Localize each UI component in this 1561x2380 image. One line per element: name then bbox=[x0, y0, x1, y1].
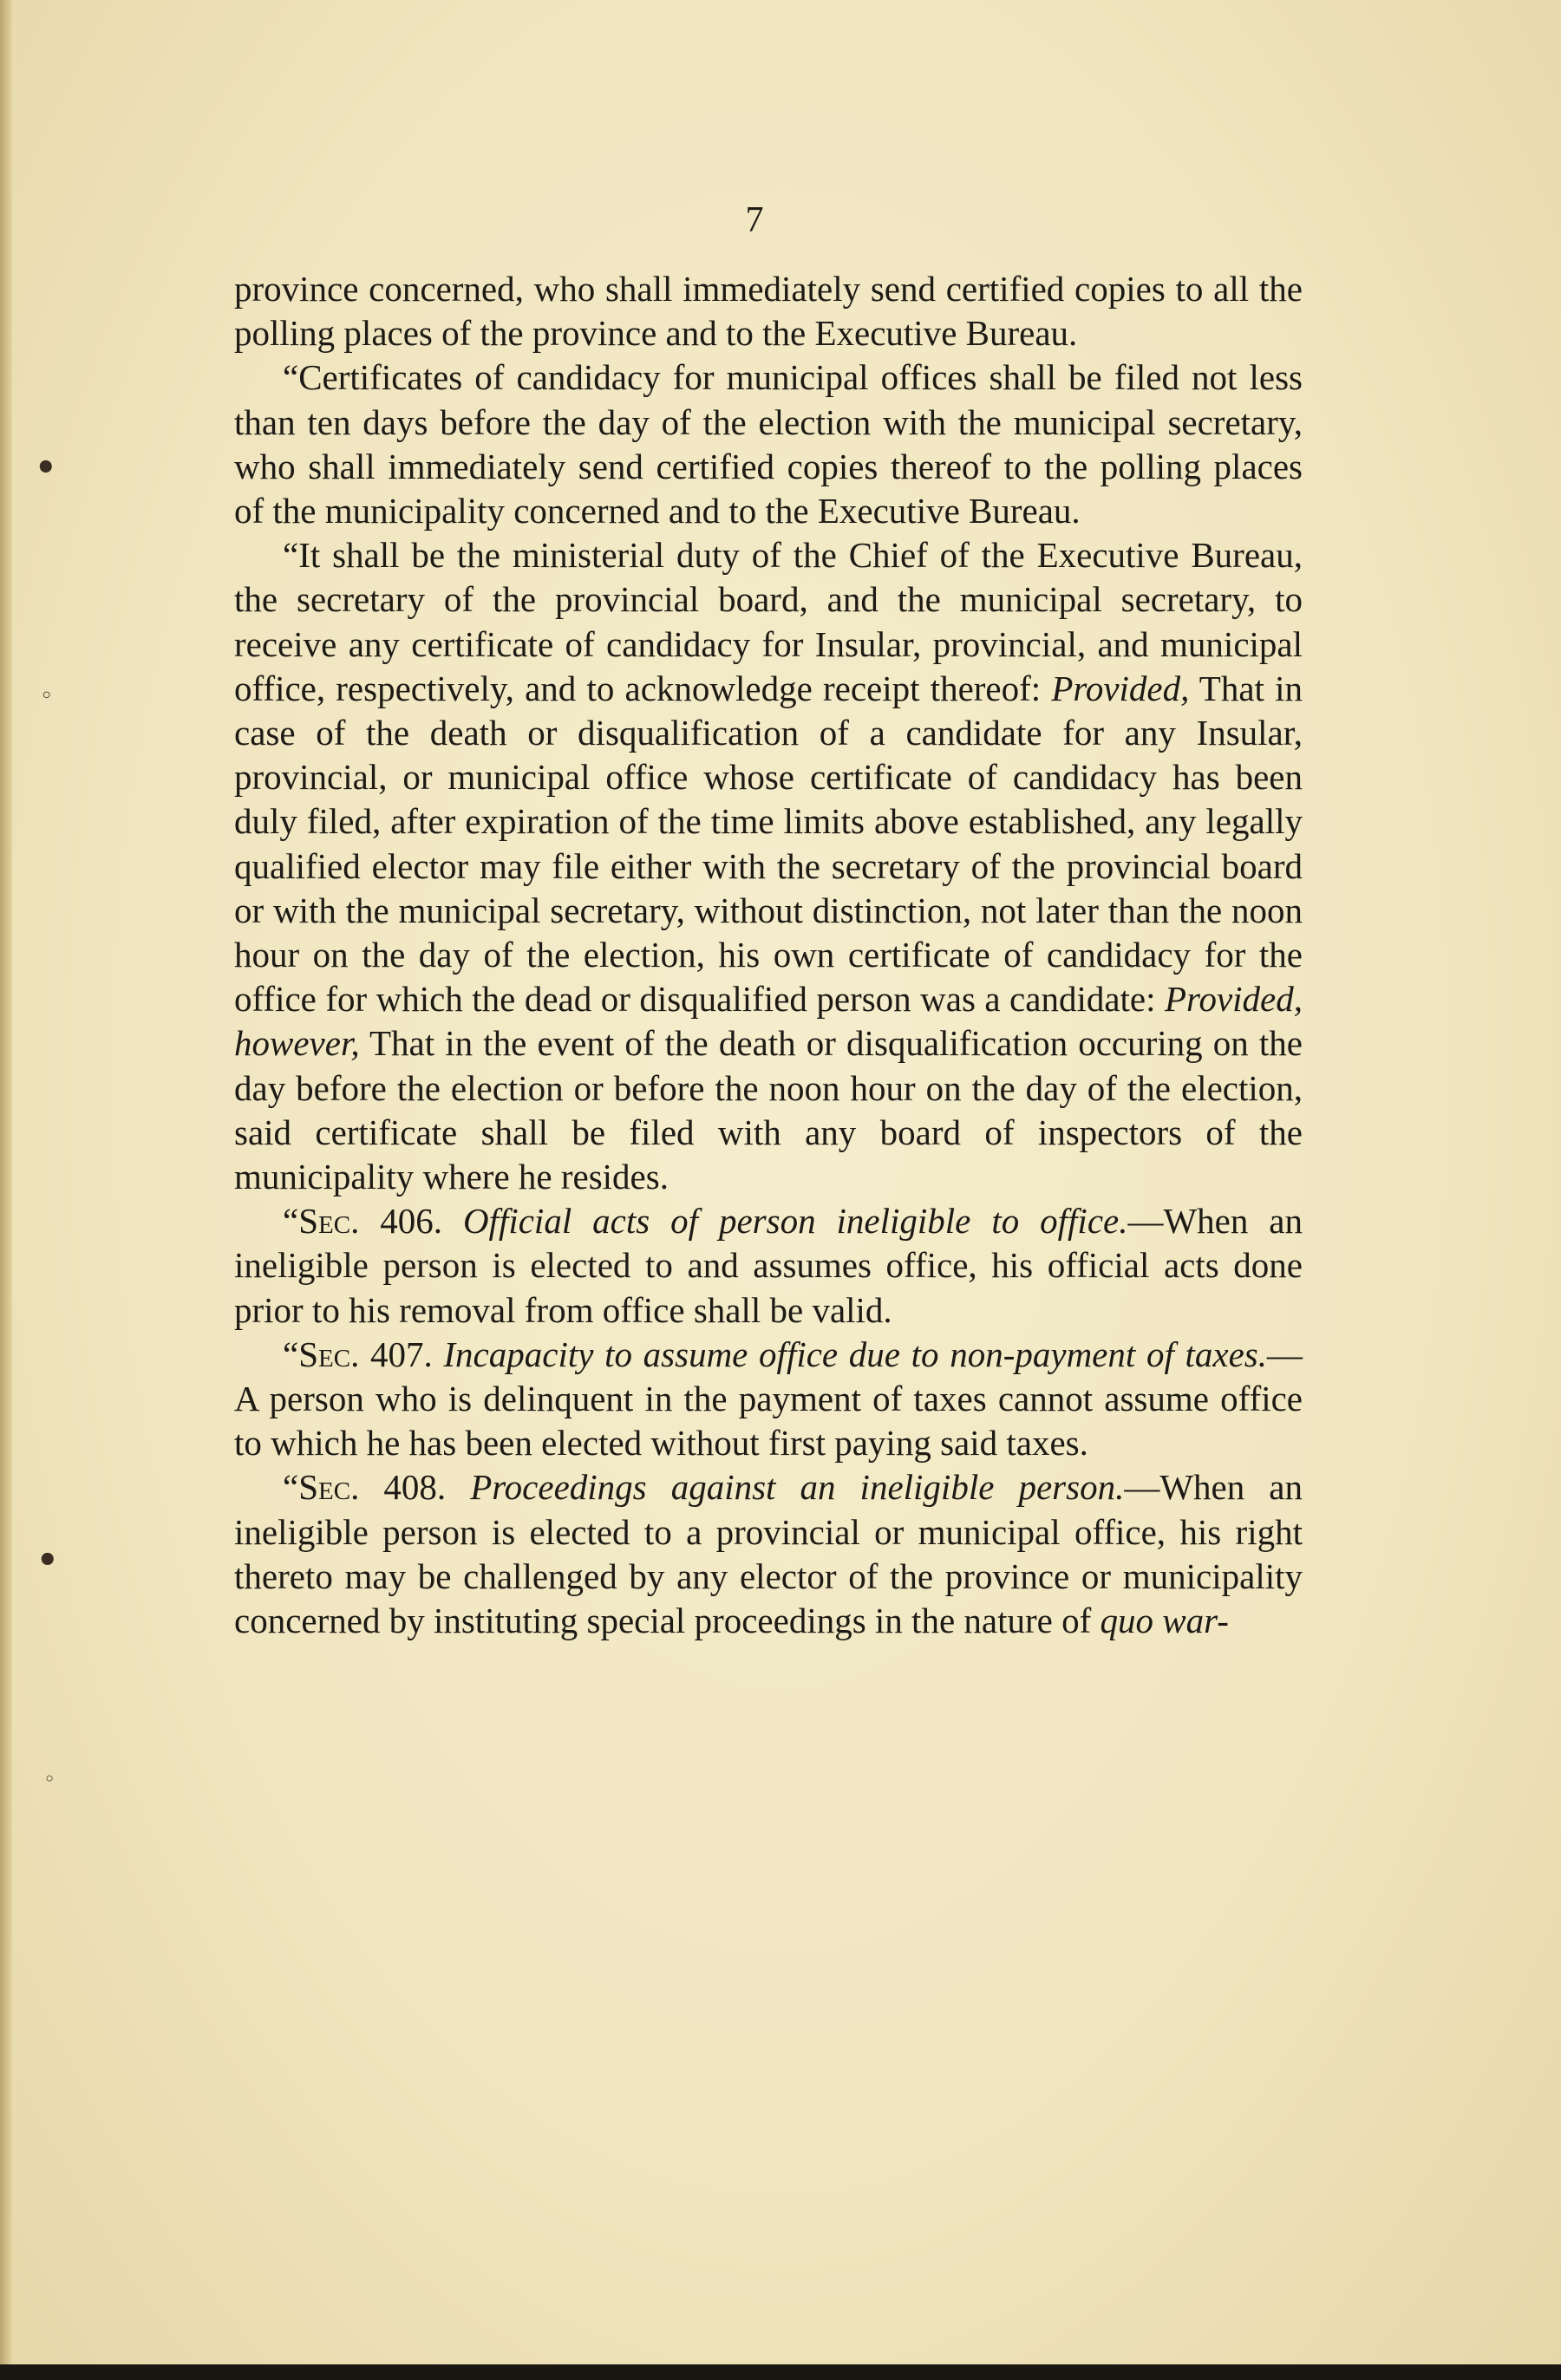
section-408: “Sec. 408. Proceedings against an ineligible person.—When an ineligible person is elected to a provincial or municipal office, his right thereto may be challenged by any elector of the province or municipality concerned by instituting special proceedings in the nature of quo war- bbox=[234, 1467, 1303, 1641]
ink-blot-mark: • bbox=[35, 447, 57, 488]
section-title: Proceedings against an ineligible person. bbox=[470, 1467, 1125, 1508]
section-407: “Sec. 407. Incapacity to assume office due to non-payment of taxes.—A person who is delinquent in the payment of taxes cannot assume office to which he has been elected without first paying said taxes. bbox=[234, 1333, 1303, 1464]
page-bottom-border bbox=[0, 2364, 1561, 2380]
paragraph-ministerial-duty: “It shall be the ministerial duty of the Chief of the Executive Bureau, the secretary of the provincial board, and the municipal secretary, to receive any certificate of candidacy for Insular, provincial, and municipal office, respectively, and to acknowledge receipt thereof: Provided, That in case of the death or disqualification of a candidate for any Insular, provincial, or municipal office whose certificate of candidacy has been duly filed, after expiration of the time limits above established, any legally qualified elector may file either with the secretary of the provincial board or with the municipal secretary, without distinction, not later than the noon hour on the day of the election, his own certificate of candidacy for the office for which the dead or disqualified person was a candidate: Provided, however, That in the event of the death or disqualification occuring on the day before the election or before the noon hour on the day of the election, said certificate shall be filed with any board of inspectors of the municipality where he resides. bbox=[234, 535, 1303, 1197]
section-title: Official acts of person ineligible to office. bbox=[462, 1201, 1128, 1242]
paragraph-municipal-certificates: “Certificates of candidacy for municipal offices shall be filed not less than ten days before the day of the election with the municipal secretary, who shall immediately send certified copies thereof to the polling places of the municipality concerned and to the Executive Bureau. bbox=[234, 357, 1303, 531]
ink-blot-mark: ◦ bbox=[43, 1766, 56, 1791]
section-label: Sec. bbox=[298, 1201, 360, 1242]
section-label: Sec. bbox=[298, 1333, 360, 1374]
ink-blot-mark: • bbox=[36, 1540, 59, 1581]
ink-blot-mark: ◦ bbox=[40, 683, 54, 709]
section-406: “Sec. 406. Official acts of person ineligible to office.—When an ineligible person is elected to and assumes office, his official acts done prior to his removal from office shall be valid. bbox=[234, 1201, 1303, 1330]
page-number: 7 bbox=[745, 200, 764, 240]
page-edge-shadow bbox=[0, 0, 12, 2380]
paragraph-continuation: province concerned, who shall immediately send certified copies to all the polling places of the province and to the Executive Bureau. bbox=[234, 269, 1303, 354]
section-label: Sec. bbox=[298, 1467, 360, 1508]
section-title: Incapacity to assume office due to non-payment of taxes. bbox=[443, 1333, 1267, 1374]
body-text bbox=[234, 267, 1303, 1643]
